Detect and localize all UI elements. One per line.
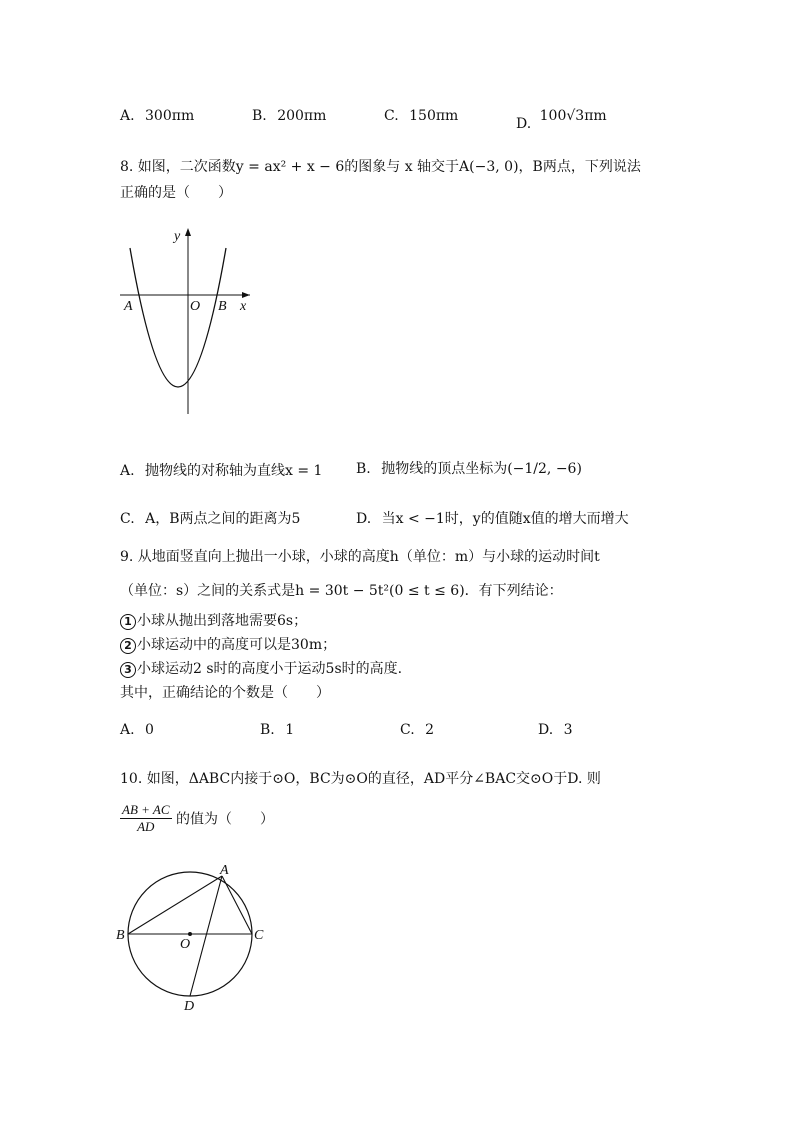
- q8-option-c: [120, 508, 300, 528]
- circled-number: 3: [120, 662, 136, 678]
- q10-circle-figure: [112, 862, 282, 1014]
- q9-prompt: 其中，正确结论的个数是（ ）: [120, 685, 330, 701]
- statement-text: 小球运动中的高度可以是30m；: [137, 637, 337, 653]
- q8-stem-line2: 正确的是（ ）: [120, 185, 232, 201]
- option-letter: A.: [120, 463, 135, 479]
- option-letter: C.: [120, 511, 135, 527]
- q8-parabola-figure: [110, 222, 260, 422]
- parabola-curve: [130, 248, 226, 387]
- q7-option-a: [120, 108, 194, 124]
- q7-option-b: [252, 108, 326, 124]
- option-letter: B.: [356, 461, 371, 477]
- segment-ab: [128, 876, 222, 934]
- q9-statement-1: [120, 610, 307, 630]
- option-text: 200πm: [277, 108, 327, 124]
- option-letter: D.: [516, 116, 532, 132]
- option-text: 抛物线的对称轴为直线x = 1: [145, 463, 323, 479]
- q7-option-d: [516, 108, 607, 132]
- q8-option-a: [120, 460, 322, 480]
- segment-ad: [190, 876, 222, 996]
- q8-option-b: [356, 458, 582, 478]
- option-text: 100√3πm: [539, 108, 607, 124]
- point-c-label: C: [254, 928, 264, 943]
- option-text: 150πm: [409, 108, 459, 124]
- point-a-label: A: [220, 863, 229, 878]
- option-text: 2: [425, 722, 435, 738]
- option-text: 3: [563, 722, 573, 738]
- x-axis-label: x: [240, 299, 247, 314]
- q10-fraction: [120, 802, 172, 835]
- q9-option-c: [400, 722, 434, 738]
- q10-stem-tail: 的值为（ ）: [175, 811, 274, 828]
- option-letter: D.: [356, 511, 372, 527]
- segment-ac: [222, 876, 252, 934]
- option-text: 当x < −1时，y的值随x值的增大而增大: [381, 511, 629, 527]
- option-text: A，B两点之间的距离为5: [145, 511, 301, 527]
- circled-number: 2: [120, 638, 136, 654]
- x-axis-arrow: [242, 292, 250, 298]
- option-letter: B.: [252, 108, 267, 124]
- fraction-numerator: AB + AC: [122, 802, 170, 817]
- q9-stem-line1: 9. 从地面竖直向上抛出一小球，小球的高度h（单位：m）与小球的运动时间t: [120, 549, 600, 565]
- point-d-label: D: [184, 999, 195, 1014]
- circled-number: 1: [120, 614, 136, 630]
- option-text: 0: [145, 722, 154, 738]
- q9-option-a: [120, 722, 154, 738]
- option-letter: A.: [120, 108, 135, 124]
- option-letter: B.: [260, 722, 275, 738]
- q9-option-b: [260, 722, 294, 738]
- q9-option-d: [538, 722, 573, 738]
- y-axis-label: y: [174, 229, 181, 244]
- center-dot: [188, 932, 192, 936]
- option-text: 300πm: [145, 108, 195, 124]
- point-b-label: B: [218, 299, 227, 314]
- center-label: O: [180, 937, 191, 952]
- option-text: 1: [285, 722, 295, 738]
- option-letter: C.: [384, 108, 399, 124]
- q9-statement-3: [120, 658, 402, 678]
- option-letter: C.: [400, 722, 415, 738]
- statement-text: 小球从抛出到落地需要6s；: [137, 613, 308, 629]
- option-text: 抛物线的顶点坐标为(−1/2, −6): [381, 461, 582, 477]
- option-letter: A.: [120, 722, 135, 738]
- q9-stem-line2: （单位：s）之间的关系式是h = 30t − 5t²(0 ≤ t ≤ 6)．有下列结论：: [120, 583, 563, 599]
- q10-stem-line1: 10. 如图，ΔABC内接于⊙O，BC为⊙O的直径，AD平分∠BAC交⊙O于D. 则: [120, 771, 601, 787]
- fraction-denominator: AD: [137, 819, 155, 834]
- option-letter: D.: [538, 722, 554, 738]
- q8-stem-line1: 8. 如图，二次函数y = ax² + x − 6的图象与 x 轴交于A(−3, 0)，B两点，下列说法: [120, 159, 641, 175]
- point-b-label: B: [116, 928, 125, 943]
- q7-option-c: [384, 108, 458, 124]
- origin-label: O: [190, 299, 201, 314]
- q10-stem-line2: [120, 802, 274, 835]
- q8-option-d: [356, 508, 629, 528]
- point-a-label: A: [124, 299, 133, 314]
- statement-text: 小球运动2 s时的高度小于运动5s时的高度.: [137, 661, 403, 677]
- y-axis-arrow: [185, 228, 191, 236]
- q9-statement-2: [120, 634, 336, 654]
